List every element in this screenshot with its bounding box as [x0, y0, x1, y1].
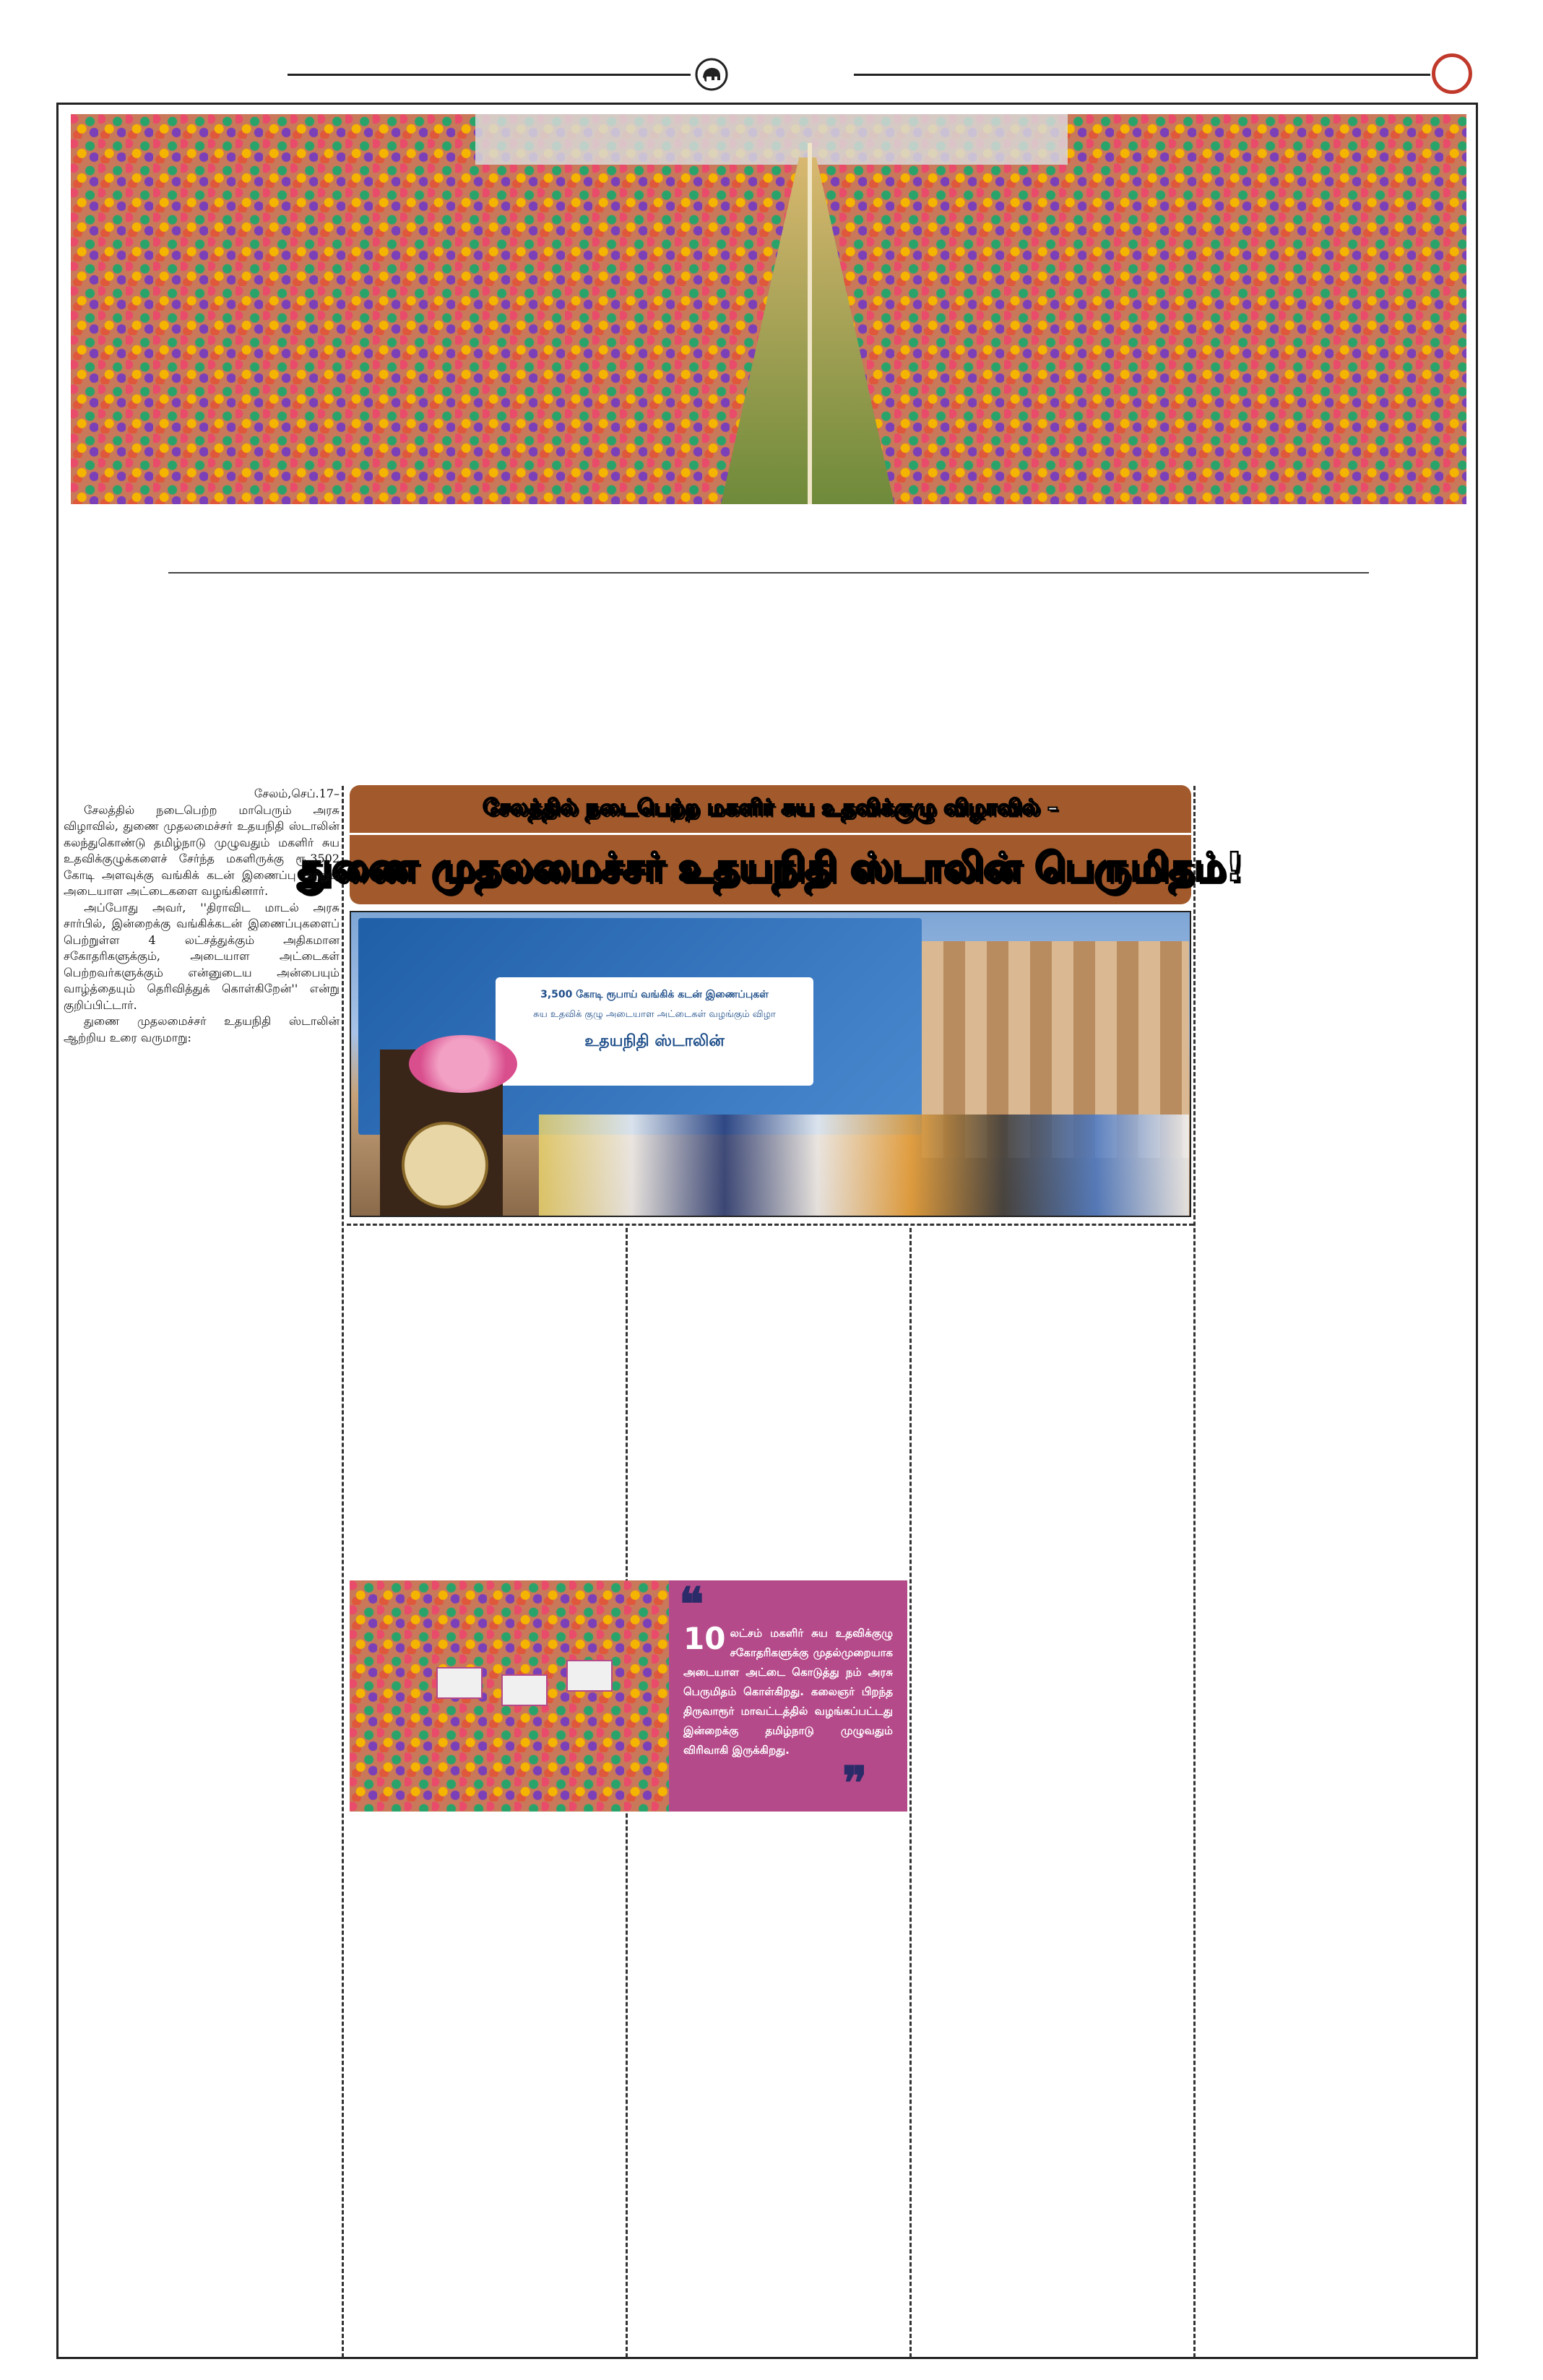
women-id-cards-photo [350, 1580, 669, 1812]
dignitaries-row [539, 1115, 1189, 1216]
section-divider [168, 572, 1369, 574]
id-card [436, 1667, 483, 1699]
id-card [501, 1674, 548, 1706]
id-card [566, 1660, 613, 1692]
quote-body: லட்சம் மகளிர் சுய உதவிக்குழு சகோதரிகளுக்கு முதல்முறையாக அடையாள அட்டை கொடுத்து நம் அரசு பெருமிதம் கொள்கிறது. கலைஞர் பிறந்த திருவாரூர் மாவட்டத்தில் வழங்கப்பட்டது இன்றைக்கு தமிழ்நாடு முழுவதும் விரிவாகி இருக்கிறது. [683, 1627, 893, 1757]
dateline: சேலம்,செப்.17– [254, 787, 340, 800]
article-paragraph: துணை முதலமைச்சர் உதயநிதி ஸ்டாலின் ஆற்றிய உரை வருமாறு: [64, 1014, 340, 1044]
crowd-photo [71, 114, 1466, 504]
elephant-emblem-icon [695, 58, 728, 91]
red-circle-icon [1432, 53, 1472, 94]
event-stage-photo [350, 911, 1191, 1217]
column-line-1 [342, 786, 344, 2358]
stage-banner-box [496, 977, 813, 1086]
close-quote-icon: ❞ [842, 1757, 868, 1811]
stage-banner-line2: சுய உதவிக் குழு அடையாள அட்டைகள் வழங்கும் விழா [533, 1009, 776, 1020]
quote-drop-cap: 10 [683, 1621, 726, 1656]
pull-quote-text [683, 1621, 893, 1760]
stage-banner-line1: 3,500 கோடி ரூபாய் வங்கிக் கடன் இணைப்புகள் [540, 989, 769, 1000]
masthead-rule-left [288, 74, 691, 76]
article-paragraph: அப்போது அவர், ''திராவிட மாடல் அரசு சார்பில், இன்றைக்கு வங்கிக்கடன் இணைப்புகளைப் பெற்றுள்ள 4 லட்சத்துக்கும் அதிகமான சகோதரிகளுக்கும், அடையாள அட்டைகள் பெற்றவர்களுக்கும் என்னுடைய அன்பையும் வாழ்த்தையும் தெரிவித்துக் கொள்கிறேன்'' என்று குறிப்பிட்டார். [64, 900, 340, 1012]
stage-banner-speaker: உதயநிதி ஸ்டாலின் [584, 1032, 725, 1050]
headline-title: துணை முதலமைச்சர் உதயநிதி ஸ்டாலின் பெருமிதம்! [297, 844, 1244, 890]
flower-bouquet [409, 1035, 517, 1093]
photo-bottom-dash [347, 1224, 1193, 1226]
article-paragraph: சேலத்தில் நடைபெற்ற மாபெரும் அரசு விழாவில், துணை முதலமைச்சர் உதயநிதி ஸ்டாலின் கலந்துகொண்டு தமிழ்நாடு முழுவதும் மகளிர் சுய உதவிக்குழுக்களைச் சேர்ந்த மகளிருக்கு ரூ.3502 கோடி அளவுக்கு வங்கிக் கடன் இணைப்பு மற்றும் அடையாள அட்டைகளை வழங்கினார். [64, 802, 340, 898]
pull-quote-box [669, 1580, 907, 1812]
headline-kicker: சேலத்தில் நடைபெற்ற மகளிர் சுய உதவிக்குழு விழாவில் – [483, 795, 1058, 821]
headline-title-banner [297, 835, 1244, 904]
crowd-divider [808, 143, 812, 504]
article-body [64, 786, 340, 1046]
masthead-rule-right [854, 74, 1430, 76]
stage-area [475, 114, 1068, 165]
column-line-4 [1193, 786, 1196, 2358]
open-quote-icon: ❝ [679, 1578, 704, 1632]
tn-emblem [402, 1122, 488, 1208]
headline-kicker-banner [350, 785, 1191, 833]
column-line-3 [909, 1228, 912, 2358]
